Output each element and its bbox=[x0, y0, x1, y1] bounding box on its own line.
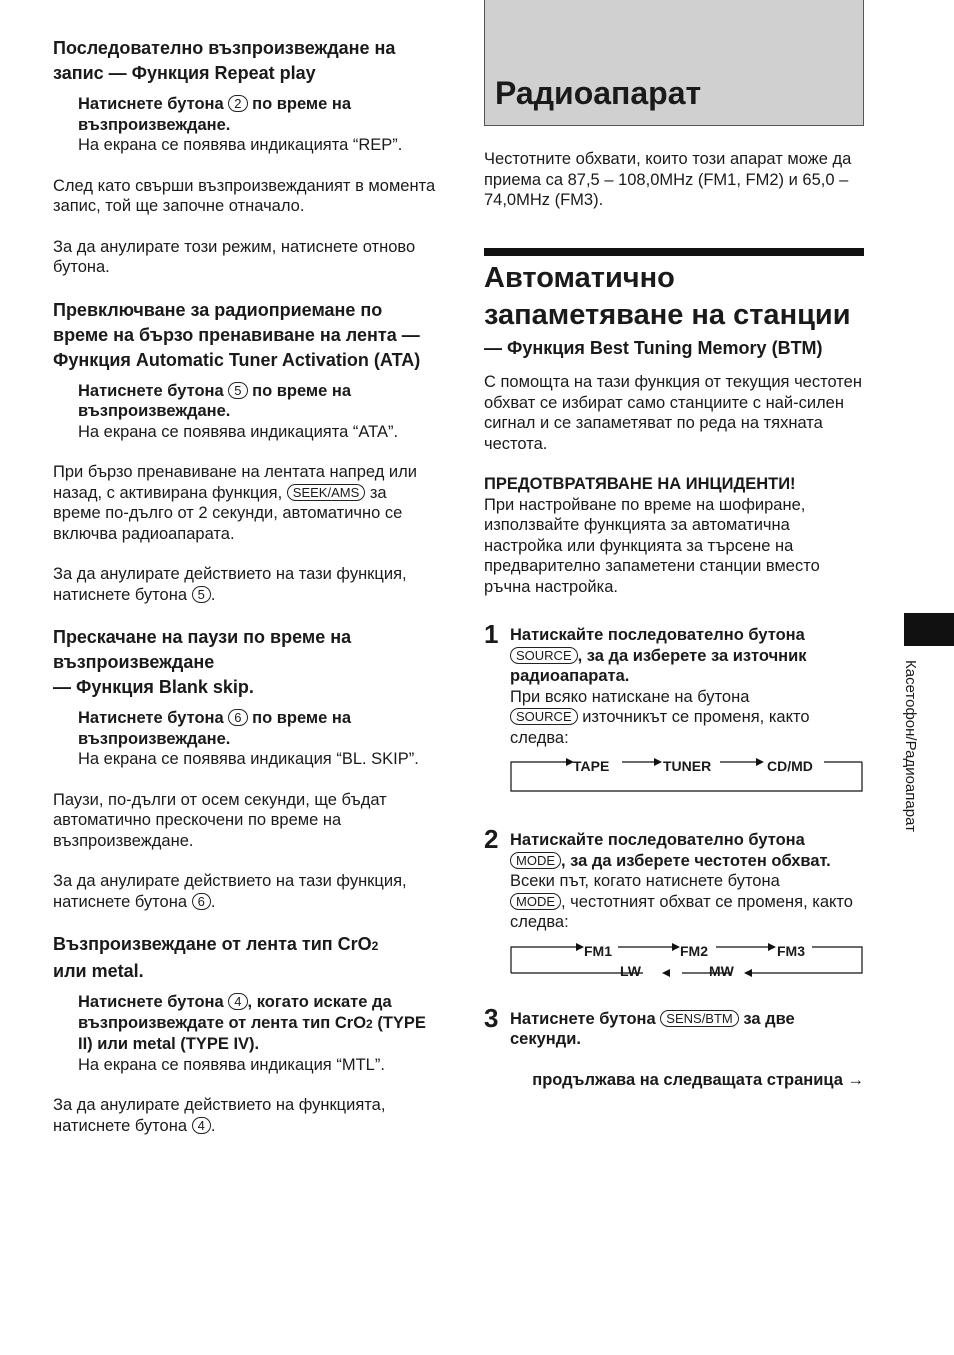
step-text: по време на възпроизвеждане. bbox=[78, 709, 352, 748]
flow-cd-md: CD/MD bbox=[767, 758, 813, 774]
btm-subheading: — Функция Best Tuning Memory (BTM) bbox=[484, 338, 823, 358]
text: . bbox=[210, 892, 216, 911]
text: За да анулирате действието на тази функция, натиснете бутона bbox=[53, 872, 407, 911]
flow-lw: LW bbox=[620, 962, 641, 979]
button-5-key: 5 bbox=[192, 586, 211, 603]
step-number: 1 bbox=[484, 619, 499, 649]
step-note: На екрана се появява индикация “MTL”. bbox=[78, 1055, 385, 1074]
step-1 bbox=[484, 619, 866, 802]
step-text: за две секунди. bbox=[510, 1009, 795, 1048]
step-note: При всяко натискане на бутона bbox=[510, 687, 750, 706]
text: При бързо пренавиване на лентата напред или назад, с активирана функция, bbox=[53, 463, 417, 502]
button-4-key: 4 bbox=[192, 1117, 211, 1134]
step-text: , когато искате да възпроизвеждате от лента тип CrO bbox=[78, 993, 392, 1032]
button-2-key: 2 bbox=[228, 95, 247, 112]
step-text: Натиснете бутона bbox=[78, 381, 224, 400]
blank-skip-heading: Прескачане на паузи по време на възпроизвеждане bbox=[53, 627, 352, 672]
seek-ams-key: SEEK/AMS bbox=[287, 484, 365, 501]
mode-key: MODE bbox=[510, 893, 561, 910]
step-note: източникът се променя, както следва: bbox=[510, 708, 810, 747]
continue-note: продължава на следващата страница → bbox=[532, 1070, 864, 1089]
ata-heading: Превключване за радиоприемане по време на бързо пренавиване на лента — Функция Automatic Tuner Activation (ATA) bbox=[53, 299, 421, 370]
step-number: 2 bbox=[484, 824, 499, 854]
sens-btm-key: SENS/BTM bbox=[660, 1010, 738, 1027]
step-text: Натиснете бутона bbox=[78, 709, 224, 727]
step-text: , за да изберете за източник радиоапарата. bbox=[510, 646, 807, 685]
text: . bbox=[210, 1116, 216, 1135]
paragraph bbox=[53, 462, 438, 544]
flow-mw: MW bbox=[709, 962, 734, 979]
mode-key: MODE bbox=[510, 852, 561, 869]
repeat-play-heading: Последователно възпроизвеждане на запис — Функция Repeat play bbox=[53, 38, 396, 83]
subscript: 2 bbox=[366, 1016, 373, 1031]
step-text: по време на възпроизвеждане. bbox=[78, 95, 352, 134]
paragraph bbox=[53, 1095, 438, 1136]
flow-tuner: TUNER bbox=[663, 758, 712, 774]
button-6-key: 6 bbox=[228, 709, 247, 726]
blank-skip-step bbox=[53, 708, 438, 770]
text: или metal. bbox=[53, 961, 144, 981]
step-text: Натиснете бутона bbox=[510, 1009, 656, 1028]
flow-tape: TAPE bbox=[573, 758, 610, 774]
paragraph: С помощта на тази функция от текущия честотен обхват се избират само станциите с най-силен сигнал и се запаметяват по реда на тяхната честота. bbox=[484, 373, 862, 453]
button-4-key: 4 bbox=[228, 993, 247, 1010]
step-text: Натиснете бутона bbox=[78, 993, 224, 1011]
source-key: SOURCE bbox=[510, 708, 578, 725]
btm-heading: Автоматично запаметяване на станции bbox=[484, 262, 851, 331]
step-text: Натискайте последователно бутона bbox=[510, 831, 805, 849]
step-text: по време на възпроизвеждане. bbox=[78, 381, 352, 420]
step-text: , за да изберете честотен обхват. bbox=[561, 851, 831, 870]
text: . bbox=[210, 585, 216, 604]
band-flow-diagram bbox=[510, 943, 865, 977]
step-2 bbox=[484, 824, 866, 979]
flow-fm3: FM3 bbox=[777, 942, 805, 959]
subscript: 2 bbox=[371, 939, 379, 953]
button-6-key: 6 bbox=[192, 893, 211, 910]
button-5-key: 5 bbox=[228, 382, 247, 399]
text: За да анулирате действието на тази функция, натиснете бутона bbox=[53, 565, 407, 604]
source-key: SOURCE bbox=[510, 647, 578, 664]
left-column bbox=[53, 36, 438, 1156]
side-tab-marker bbox=[904, 613, 954, 646]
paragraph: За да анулирате този режим, натиснете отново бутона. bbox=[53, 237, 416, 276]
intro-paragraph: Честотните обхвати, които този апарат може да приема са 87,5 – 108,0MHz (FM1, FM2) и 65,0 – 74,0MHz (FM3). bbox=[484, 150, 852, 209]
repeat-play-step bbox=[53, 94, 438, 156]
paragraph: Паузи, по-дълги от осем секунди, ще бъдат автоматично прескочени по време на възпроизвеждане. bbox=[53, 790, 387, 850]
step-text: Натиснете бутона bbox=[78, 95, 224, 113]
step-number: 3 bbox=[484, 1002, 499, 1033]
step-3 bbox=[484, 1002, 866, 1050]
section-divider bbox=[484, 248, 864, 256]
text: Възпроизвеждане от лента тип CrO bbox=[53, 934, 372, 954]
section-title-box bbox=[484, 0, 864, 126]
flow-fm2: FM2 bbox=[680, 942, 708, 959]
cro2-heading bbox=[53, 932, 438, 984]
step-note: На екрана се появява индикацията “ATA”. bbox=[78, 422, 399, 441]
step-note: На екрана се появява индикацията “REP”. bbox=[78, 136, 403, 154]
warning-text: При настройване по време на шофиране, използвайте функцията за автоматична настройка или функцията за търсене на предварително запаметени станции вместо ръчна настройка. bbox=[484, 495, 820, 596]
ata-step bbox=[53, 381, 438, 443]
step-text: Натискайте последователно бутона bbox=[510, 626, 805, 644]
blank-skip-subheading: — Функция Blank skip. bbox=[53, 677, 254, 697]
text: за време по-дълго от 2 секунди, автоматично се включва радиоапарата. bbox=[53, 483, 403, 543]
page-title: Радиоапарат bbox=[495, 75, 702, 111]
cro2-step bbox=[53, 992, 438, 1075]
text: За да анулирате действието на функцията, натиснете бутона bbox=[53, 1096, 386, 1135]
paragraph: След като свърши възпроизвежданият в момента запис, той ще започне отначало. bbox=[53, 176, 436, 215]
paragraph bbox=[53, 564, 438, 605]
step-note: Всеки път, когато натиснете бутона bbox=[510, 872, 780, 890]
flow-fm1: FM1 bbox=[584, 942, 612, 959]
step-note: , честотният обхват се променя, както следва: bbox=[510, 892, 853, 931]
warning-heading: ПРЕДОТВРАТЯВАНЕ НА ИНЦИДЕНТИ! bbox=[484, 475, 796, 493]
btm-section bbox=[484, 260, 866, 1090]
step-text: (TYPE II) или metal (TYPE IV). bbox=[78, 1013, 426, 1053]
source-flow-diagram bbox=[510, 758, 865, 802]
side-section-label: Касетофон/Радиоапарат bbox=[902, 660, 919, 832]
step-note: На екрана се появява индикация “BL. SKIP”. bbox=[78, 750, 419, 768]
paragraph bbox=[53, 871, 438, 912]
